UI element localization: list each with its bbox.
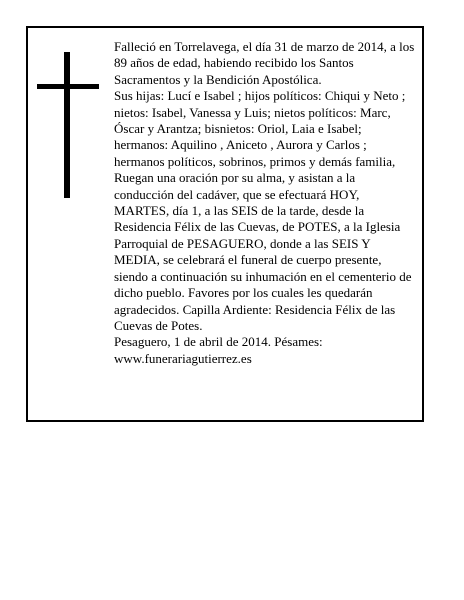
cross-vertical-bar (64, 52, 70, 198)
family-and-funeral-paragraph: Sus hijas: Lucí e Isabel ; hijos políticos: Chiqui y Neto ; nietos: Isabel, Vanessa y Luis; nietos políticos: Marc, Óscar y Arantza; bisnietos: Oriol, Laia e Isabel; hermanos: Aquilino , Aniceto , Aurora y Carlos ; hermanos políticos, sobrinos, primos y demás familia, Ruegan una oración por su alma, y asistan a la conducción del cadáver, que se efectuará HOY, MARTES, día 1, a las SEIS de la tarde, desde la Residencia Félix de las Cuevas, de POTES, a la Iglesia Parroquial de PESAGUERO, donde a las SEIS Y MEDIA, se celebrará el funeral de cuerpo presente, siendo a continuación su inhumación en el cementerio de dicho pueblo. Favores por los cuales les quedarán agradecidos. Capilla Ardiente: Residencia Félix de las Cuevas de Potes. (114, 88, 412, 333)
place-date-condolences-paragraph: Pesaguero, 1 de abril de 2014. Pésames: www.funerariagutierrez.es (114, 334, 323, 366)
cross-horizontal-bar (37, 84, 99, 89)
death-announcement-paragraph: Falleció en Torrelavega, el día 31 de marzo de 2014, a los 89 años de edad, habiendo recibido los Santos Sacramentos y la Bendición Apostólica. (114, 39, 415, 87)
cross-icon (37, 52, 99, 198)
obituary-text (114, 39, 416, 367)
